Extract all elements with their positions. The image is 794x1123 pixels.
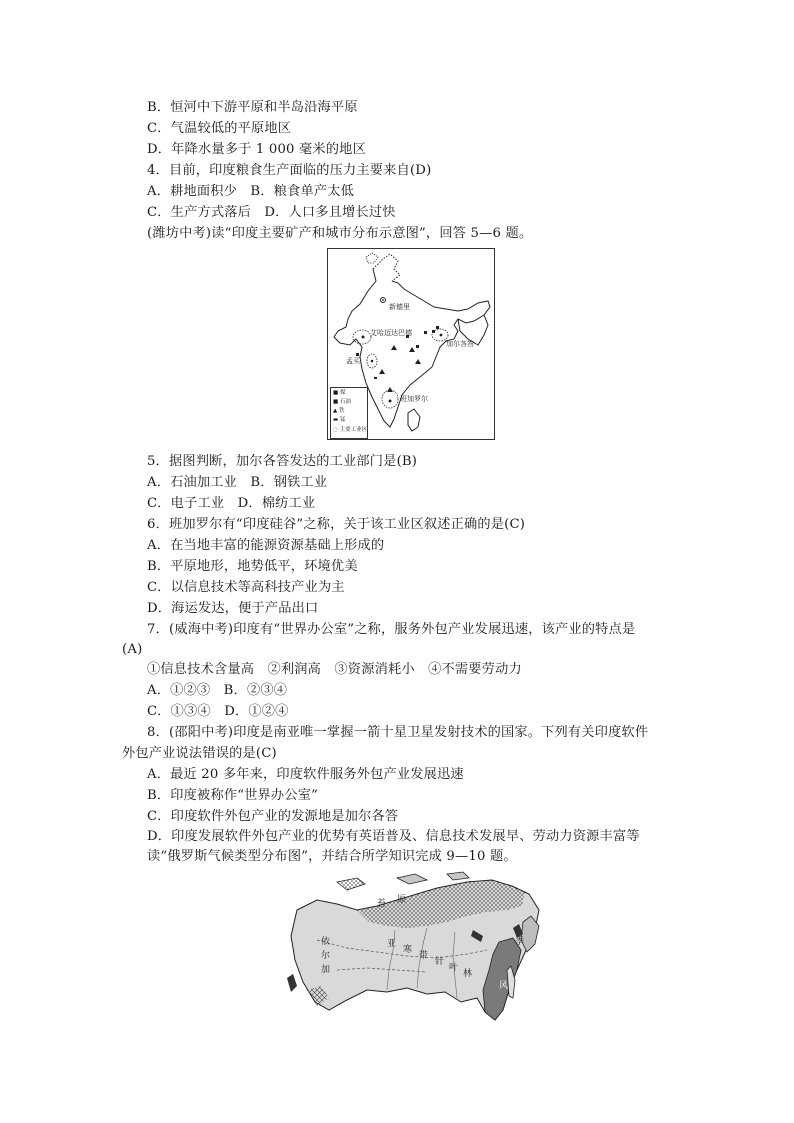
question-8-option-b: B．印度被称作“世界办公室” <box>147 788 319 803</box>
legend-industrial-zone: ◌ 主要工业区 <box>333 427 368 433</box>
option-c-line: C．气温较低的平原地区 <box>147 121 292 136</box>
city-label-delhi: 新德里 <box>389 303 410 311</box>
option-d-line: D．年降水量多于 1 000 毫米的地区 <box>147 142 366 157</box>
city-label-kolkata: 加尔各答 <box>446 340 474 348</box>
question-8-option-d: D．印度发展软件外包产业的优势有英语普及、信息技术发展早、劳动力资源丰富等 <box>147 829 640 844</box>
city-label-bangalore: 班加罗尔 <box>400 395 428 403</box>
intro-5-6: (潍坊中考)读“印度主要矿产和城市分布示意图”，回答 5—6 题。 <box>147 226 533 241</box>
question-5: 5．据图判断，加尔各答发达的工业部门是(B) <box>147 454 418 469</box>
russia-label-10: 尔 <box>321 951 331 961</box>
question-7-options-ab: A．①②③ B．②③④ <box>147 683 288 698</box>
russia-label-8: 林 <box>463 969 473 979</box>
legend-manganese: ▬ 锰 <box>333 417 346 423</box>
russia-label-9: 依 <box>321 937 331 947</box>
city-label-ahmedabad: 艾哈迈达巴德 <box>370 329 412 337</box>
russia-label-6: 针 <box>435 957 445 967</box>
russia-label-12: 季 <box>515 937 525 947</box>
question-6-option-b: B．平原地形，地势低平，环境优美 <box>147 559 358 574</box>
russia-label-4: 寒 <box>403 945 413 955</box>
question-5-options-cd: C．电子工业 D．棉纺工业 <box>147 496 316 511</box>
question-8-option-a: A．最近 20 多年来，印度软件服务外包产业发展迅速 <box>147 767 464 782</box>
russia-label-7: 叶 <box>449 963 459 973</box>
question-8: 8．(邵阳中考)印度是南亚唯一掌握一箭十星卫星发射技术的国家。下列有关印度软件 <box>147 725 649 740</box>
russia-climate-map <box>277 870 545 1028</box>
russia-label-11: 加 <box>321 965 331 975</box>
intro-9-10: 读“俄罗斯气候类型分布图”，并结合所学知识完成 9—10 题。 <box>147 849 517 864</box>
legend-oil: ■ 石油 <box>333 399 351 405</box>
question-8-option-c: C．印度软件外包产业的发源地是加尔各答 <box>147 809 399 824</box>
question-7-answer: (A) <box>122 642 143 657</box>
question-6: 6．班加罗尔有“印度硅谷”之称，关于该工业区叙述正确的是(C) <box>147 517 526 532</box>
map-legend <box>330 387 368 439</box>
question-6-option-c: C．以信息技术等高科技产业为主 <box>147 580 345 595</box>
question-6-option-a: A．在当地丰富的能源资源基础上形成的 <box>147 538 385 553</box>
question-7-statements: ①信息技术含量高 ②利润高 ③资源消耗小 ④不需要劳动力 <box>147 662 522 677</box>
question-7: 7．(威海中考)印度有“世界办公室”之称，服务外包产业发展迅速，该产业的特点是 <box>147 622 636 637</box>
question-4-options-cd: C．生产方式落后 D．人口多且增长过快 <box>147 205 396 220</box>
russia-label-13: 风 <box>499 981 509 991</box>
legend-iron: ▲ 铁 <box>333 408 345 414</box>
legend-coal: ■ 煤 <box>333 390 346 396</box>
question-8-continued: 外包产业说法错误的是(C) <box>122 746 277 761</box>
question-7-options-cd: C．①③④ D．①②④ <box>147 704 289 719</box>
russia-label-1: 苔 <box>377 899 387 909</box>
russia-label-5: 带 <box>419 951 429 961</box>
russia-label-3: 亚 <box>387 939 397 949</box>
city-label-mumbai: 孟买 <box>346 357 360 365</box>
question-6-option-d: D．海运发达，便于产品出口 <box>147 601 319 616</box>
india-map <box>327 248 495 440</box>
option-b-line: B．恒河中下游平原和半岛沿海平原 <box>147 100 358 115</box>
question-4: 4．目前，印度粮食生产面临的压力主要来自(D) <box>147 163 432 178</box>
question-5-options-ab: A．石油加工业 B．钢铁工业 <box>147 475 328 490</box>
russia-label-2: 原 <box>397 895 407 905</box>
question-4-options-ab: A．耕地面积少 B．粮食单产太低 <box>147 184 355 199</box>
